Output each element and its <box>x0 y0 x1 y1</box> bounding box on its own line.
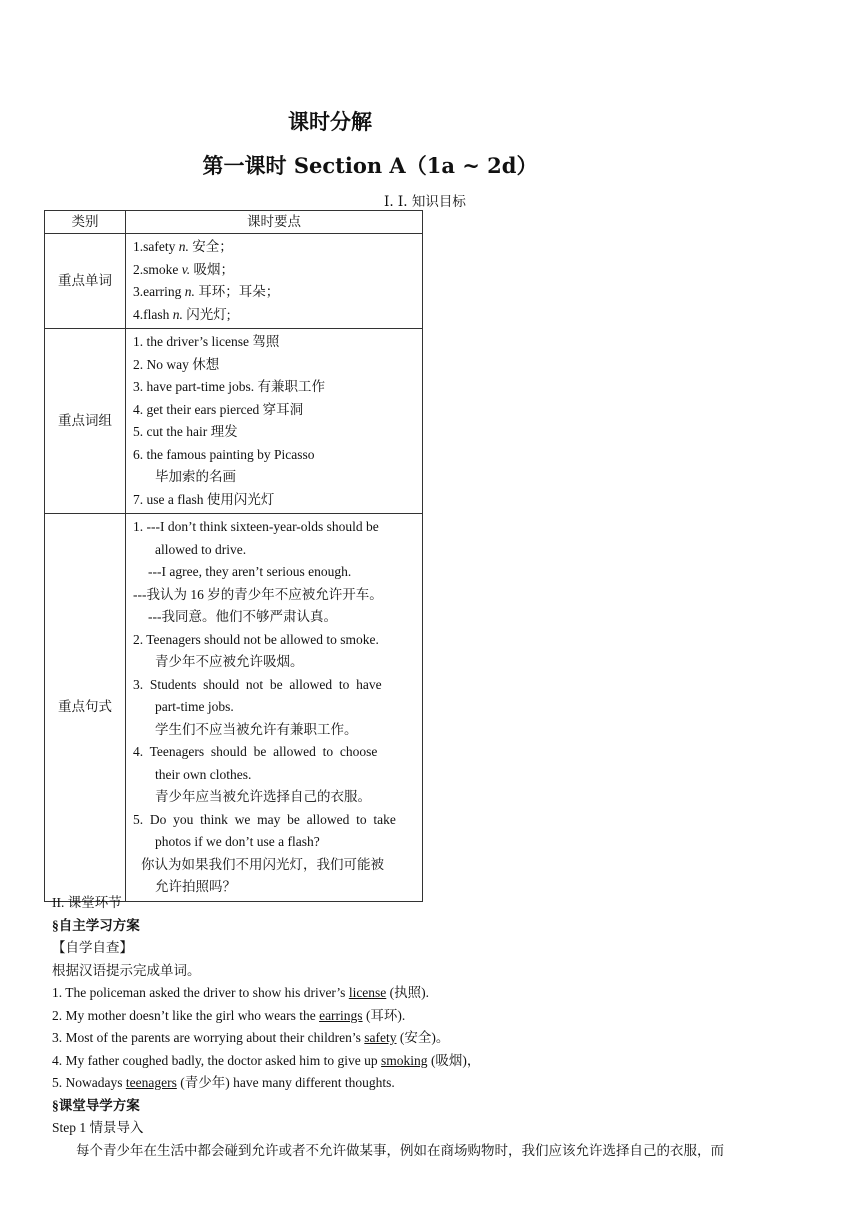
header-category: 类别 <box>45 211 126 234</box>
intro-paragraph: 每个青少年在生活中都会碰到允许或者不允许做某事，例如在商场购物时，我们应该允许选择自己的衣服，而 <box>76 1142 724 1158</box>
sentence-line: photos if we don’t use a flash? <box>155 834 320 849</box>
sentence-line: ---我同意。他们不够严肃认真。 <box>148 609 337 624</box>
category-cell: 重点单词 <box>45 234 126 329</box>
sentence-line: ---我认为 16 岁的青少年不应被允许开车。 <box>133 586 383 602</box>
section-two-heading: II. 课堂环节 <box>52 895 122 910</box>
phrase-item: 6. the famous painting by Picasso <box>133 446 315 462</box>
phrase-item: 毕加索的名画 <box>155 469 236 484</box>
table-row <box>45 514 423 902</box>
phrase-item: 2. No way 休想 <box>133 356 220 372</box>
word-item: 2.smoke v. 吸烟； <box>133 261 234 277</box>
table-row <box>45 329 423 514</box>
word-item: 4.flash n. 闪光灯; <box>133 306 231 322</box>
sentence-line: their own clothes. <box>155 766 252 782</box>
sentence-line: allowed to drive. <box>155 541 247 557</box>
sentence-line: 你认为如果我们不用闪光灯，我们可能被 <box>141 856 384 872</box>
sentence-line: 5. Do you think we may be allowed to take <box>133 811 396 827</box>
phrase-item: 5. cut the hair 理发 <box>133 424 238 439</box>
phrases-cell <box>126 329 423 514</box>
phrase-item: 1. the driver’s license 驾照 <box>133 334 280 349</box>
answer-text: earrings <box>319 1007 363 1023</box>
sentence-line: 2. Teenagers should not be allowed to smoke. <box>133 631 379 647</box>
section-one-heading: I. I. 知识目标 <box>384 194 466 210</box>
exercise-item: 4. My father coughed badly, the doctor asked him to give up smoking (吸烟)， <box>52 1052 481 1068</box>
sentence-line: ---I agree, they aren’t serious enough. <box>148 564 352 579</box>
word-item: 3.earring n. 耳环；耳朵； <box>133 284 280 299</box>
key-points-table <box>44 210 423 902</box>
exercise-item: 3. Most of the parents are worrying about their children’s safety (安全)。 <box>52 1030 450 1045</box>
self-check-heading: 【自学自查】 <box>52 940 133 955</box>
word-item: 1.safety n. 安全； <box>133 239 233 254</box>
words-cell <box>126 234 423 329</box>
sentence-line: 青少年应当被允许选择自己的衣服。 <box>155 789 371 804</box>
sentence-line: part-time jobs. <box>155 699 234 714</box>
lesson-subtitle: 第一课时 Section A（1a ~ 2d） <box>202 153 538 178</box>
sentence-line: 学生们不应当被允许有兼职工作。 <box>155 721 358 737</box>
guide-heading: §课堂导学方案 <box>52 1097 140 1113</box>
classroom-section <box>52 892 822 1162</box>
phrase-item: 3. have part-time jobs. 有兼职工作 <box>133 379 325 394</box>
sentence-line: 4. Teenagers should be allowed to choose <box>133 744 378 759</box>
sentence-line: 青少年不应被允许吸烟。 <box>155 654 304 669</box>
phrase-item: 4. get their ears pierced 穿耳洞 <box>133 401 304 417</box>
exercise-item: 2. My mother doesn’t like the girl who wears the earrings (耳环). <box>52 1007 406 1023</box>
sentence-line: 1. ---I don’t think sixteen-year-olds should be <box>133 519 379 534</box>
table-row <box>45 234 423 329</box>
exercise-item: 1. The policeman asked the driver to show his driver’s license (执照). <box>52 985 430 1000</box>
answer-text: license <box>348 985 387 1000</box>
table-header-row <box>45 211 423 234</box>
self-study-heading: §自主学习方案 <box>52 917 140 933</box>
sentences-cell <box>126 514 423 902</box>
exercise-item: 5. Nowadays teenagers (青少年) have many different thoughts. <box>52 1075 395 1090</box>
step-heading: Step 1 情景导入 <box>52 1120 144 1135</box>
instruction-text: 根据汉语提示完成单词。 <box>52 962 201 978</box>
category-cell: 重点词组 <box>45 329 126 514</box>
sentence-line: 允许拍照吗？ <box>155 879 236 894</box>
answer-text: smoking <box>381 1052 428 1068</box>
sentence-line: 3. Students should not be allowed to have <box>133 676 382 692</box>
phrase-item: 7. use a flash 使用闪光灯 <box>133 491 275 507</box>
answer-text: safety <box>364 1030 397 1045</box>
answer-text: teenagers <box>125 1075 177 1090</box>
category-cell: 重点句式 <box>45 514 126 902</box>
page-title: 课时分解 <box>288 109 372 134</box>
header-points: 课时要点 <box>126 211 423 234</box>
